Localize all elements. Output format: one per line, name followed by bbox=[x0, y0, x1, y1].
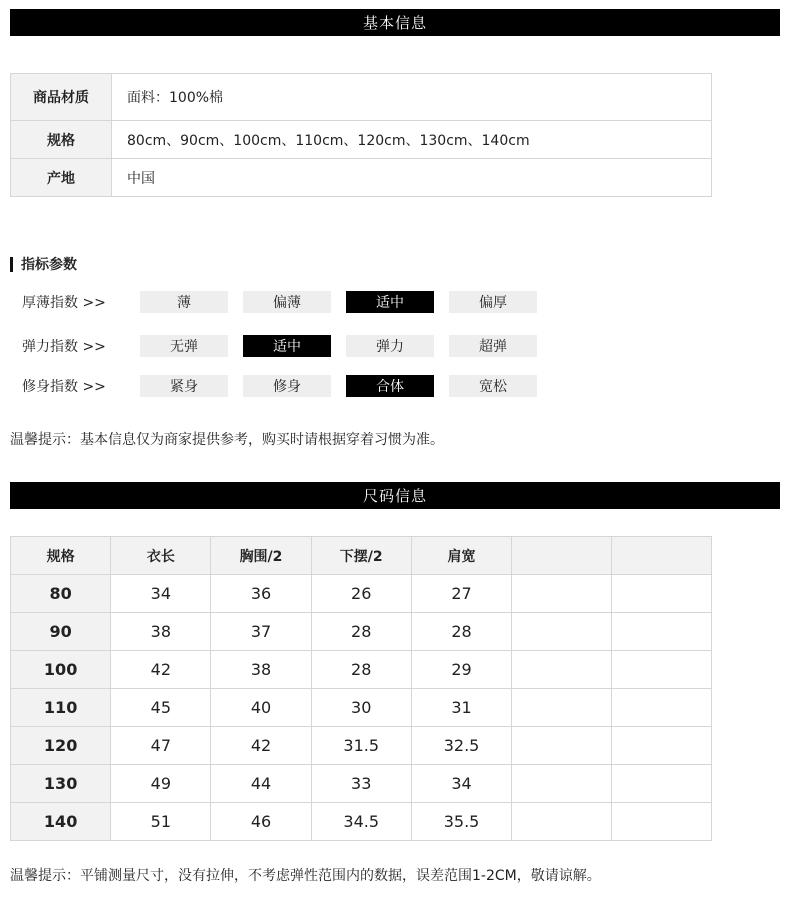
length-cell: 49 bbox=[111, 765, 211, 803]
size-info-tip: 温馨提示：平铺测量尺寸，没有拉伸，不考虑弹性范围内的数据，误差范围1-2CM，敬请谅解。 bbox=[10, 868, 601, 884]
shoulder-cell: 31 bbox=[411, 689, 511, 727]
empty-cell bbox=[612, 613, 712, 651]
table-row bbox=[11, 159, 712, 197]
empty-cell bbox=[612, 765, 712, 803]
size-table-header bbox=[11, 537, 712, 575]
empty-cell bbox=[612, 651, 712, 689]
size-info-header: 尺码信息 bbox=[10, 482, 780, 509]
thickness-option-1: 薄 bbox=[140, 291, 228, 313]
empty-cell bbox=[612, 803, 712, 841]
empty-cell bbox=[612, 727, 712, 765]
hem-cell: 28 bbox=[311, 651, 411, 689]
table-row bbox=[11, 765, 712, 803]
fit-index-label: 修身指数 >> bbox=[22, 378, 106, 395]
empty-cell bbox=[512, 651, 612, 689]
length-cell: 45 bbox=[111, 689, 211, 727]
size-cell: 130 bbox=[11, 765, 111, 803]
hem-cell: 28 bbox=[311, 613, 411, 651]
chest-cell: 37 bbox=[211, 613, 311, 651]
thickness-index-label: 厚薄指数 >> bbox=[22, 294, 106, 311]
chest-cell: 42 bbox=[211, 727, 311, 765]
size-cell: 140 bbox=[11, 803, 111, 841]
table-row bbox=[11, 727, 712, 765]
elasticity-index-row bbox=[22, 334, 552, 357]
header-cell: 规格 bbox=[11, 537, 111, 575]
empty-cell bbox=[512, 613, 612, 651]
fit-option-3: 合体 bbox=[346, 375, 434, 397]
chest-cell: 44 bbox=[211, 765, 311, 803]
index-section-title bbox=[10, 254, 77, 274]
chest-cell: 40 bbox=[211, 689, 311, 727]
size-cell: 90 bbox=[11, 613, 111, 651]
shoulder-cell: 32.5 bbox=[411, 727, 511, 765]
fit-option-2: 修身 bbox=[243, 375, 331, 397]
length-cell: 34 bbox=[111, 575, 211, 613]
header-cell: 衣长 bbox=[111, 537, 211, 575]
basic-info-header: 基本信息 bbox=[10, 9, 780, 36]
shoulder-cell: 28 bbox=[411, 613, 511, 651]
size-table bbox=[10, 536, 712, 841]
elasticity-option-1: 无弹 bbox=[140, 335, 228, 357]
size-cell: 120 bbox=[11, 727, 111, 765]
empty-cell bbox=[512, 803, 612, 841]
material-value: 面料：100%棉 bbox=[112, 74, 712, 121]
thickness-option-4: 偏厚 bbox=[449, 291, 537, 313]
elasticity-option-3: 弹力 bbox=[346, 335, 434, 357]
basic-info-tip: 温馨提示：基本信息仅为商家提供参考，购买时请根据穿着习惯为准。 bbox=[10, 432, 444, 448]
fit-option-1: 紧身 bbox=[140, 375, 228, 397]
table-row bbox=[11, 575, 712, 613]
fit-index-row bbox=[22, 374, 552, 397]
fit-option-4: 宽松 bbox=[449, 375, 537, 397]
index-section-title-text: 指标参数 bbox=[21, 257, 77, 273]
length-cell: 42 bbox=[111, 651, 211, 689]
table-row bbox=[11, 74, 712, 121]
header-cell: 下摆/2 bbox=[311, 537, 411, 575]
chest-cell: 46 bbox=[211, 803, 311, 841]
table-row bbox=[11, 121, 712, 159]
shoulder-cell: 29 bbox=[411, 651, 511, 689]
basic-info-table bbox=[10, 73, 712, 197]
length-cell: 38 bbox=[111, 613, 211, 651]
spec-value: 80cm、90cm、100cm、110cm、120cm、130cm、140cm bbox=[112, 121, 712, 159]
hem-cell: 34.5 bbox=[311, 803, 411, 841]
hem-cell: 33 bbox=[311, 765, 411, 803]
origin-label: 产地 bbox=[11, 159, 112, 197]
thickness-option-3: 适中 bbox=[346, 291, 434, 313]
title-marker bbox=[10, 257, 13, 272]
elasticity-option-4: 超弹 bbox=[449, 335, 537, 357]
shoulder-cell: 27 bbox=[411, 575, 511, 613]
header-cell: 肩宽 bbox=[411, 537, 511, 575]
header-cell: 胸围/2 bbox=[211, 537, 311, 575]
table-row bbox=[11, 651, 712, 689]
origin-value: 中国 bbox=[112, 159, 712, 197]
empty-cell bbox=[512, 575, 612, 613]
elasticity-option-2: 适中 bbox=[243, 335, 331, 357]
hem-cell: 26 bbox=[311, 575, 411, 613]
empty-cell bbox=[512, 727, 612, 765]
thickness-option-2: 偏薄 bbox=[243, 291, 331, 313]
size-cell: 80 bbox=[11, 575, 111, 613]
shoulder-cell: 35.5 bbox=[411, 803, 511, 841]
hem-cell: 31.5 bbox=[311, 727, 411, 765]
table-row bbox=[11, 613, 712, 651]
size-cell: 110 bbox=[11, 689, 111, 727]
elasticity-index-label: 弹力指数 >> bbox=[22, 338, 106, 355]
empty-cell bbox=[512, 765, 612, 803]
thickness-index-row bbox=[22, 290, 552, 313]
header-cell bbox=[612, 537, 712, 575]
size-cell: 100 bbox=[11, 651, 111, 689]
table-row bbox=[11, 689, 712, 727]
table-row bbox=[11, 803, 712, 841]
length-cell: 51 bbox=[111, 803, 211, 841]
empty-cell bbox=[512, 689, 612, 727]
chest-cell: 36 bbox=[211, 575, 311, 613]
empty-cell bbox=[612, 575, 712, 613]
chest-cell: 38 bbox=[211, 651, 311, 689]
header-cell bbox=[512, 537, 612, 575]
shoulder-cell: 34 bbox=[411, 765, 511, 803]
empty-cell bbox=[612, 689, 712, 727]
material-label: 商品材质 bbox=[11, 74, 112, 121]
hem-cell: 30 bbox=[311, 689, 411, 727]
spec-label: 规格 bbox=[11, 121, 112, 159]
length-cell: 47 bbox=[111, 727, 211, 765]
